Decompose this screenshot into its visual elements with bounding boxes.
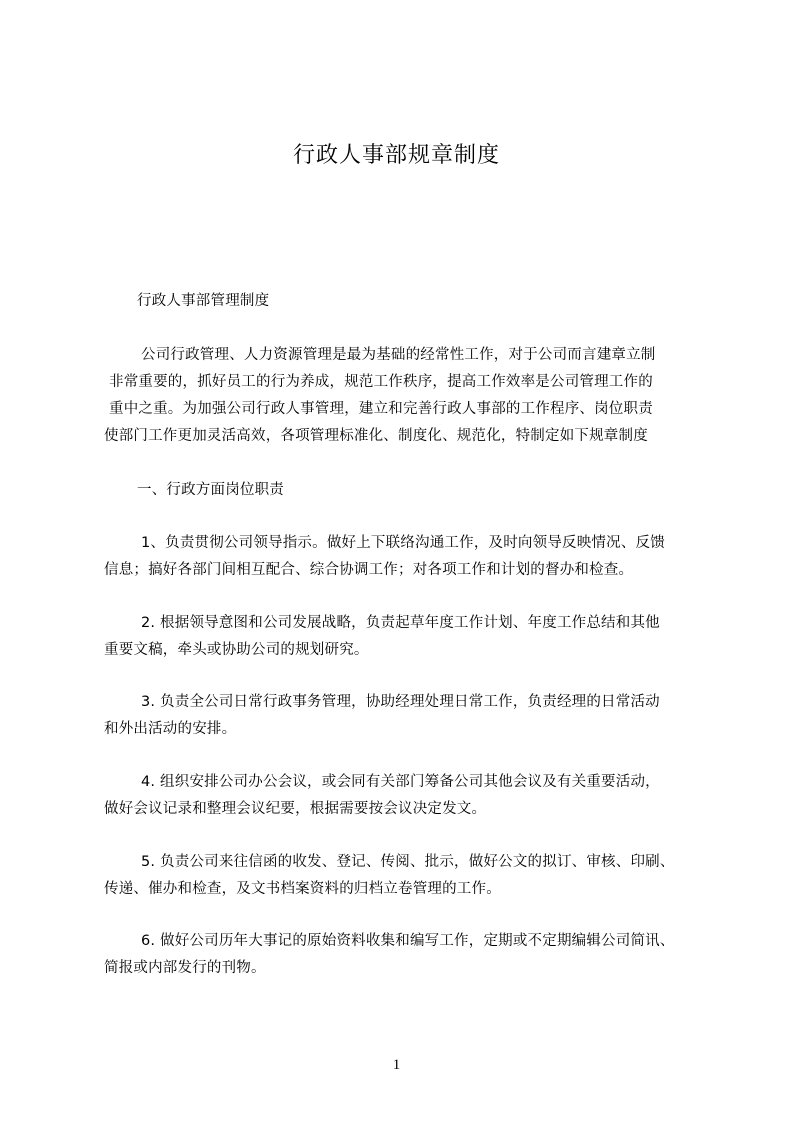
list-item-line: 和外出活动的安排。 [104, 721, 237, 737]
list-item-line: 2. 根据领导意图和公司发展战略，负责起草年度工作计划、年度工作总结和其他 [141, 615, 660, 631]
list-item-line: 信息；搞好各部门间相互配合、综合协调工作；对各项工作和计划的督办和检查。 [104, 562, 634, 578]
list-item-line: 5. 负责公司来往信函的收发、登记、传阅、批示，做好公文的拟订、审核、印刷、 [141, 854, 675, 870]
page-number: 1 [392, 1057, 401, 1073]
list-item-line: 传递、催办和检查，及文书档案资料的归档立卷管理的工作。 [104, 881, 501, 897]
intro-line: 使部门工作更加灵活高效，各项管理标准化、制度化、规范化，特制定如下规章制度 [104, 428, 648, 444]
document-title: 行政人事部规章制度 [292, 143, 500, 168]
list-item-line: 重要文稿，牵头或协助公司的规划研究。 [104, 642, 369, 658]
intro-line: 非常重要的，抓好员工的行为养成，规范工作秩序，提高工作效率是公司管理工作的 [109, 374, 653, 390]
list-item-line: 4. 组织安排公司办公会议，或会同有关部门筹备公司其他会议及有关重要活动， [141, 774, 660, 790]
intro-line: 公司行政管理、人力资源管理是最为基础的经常性工作，对于公司而言建章立制 [141, 347, 656, 363]
list-item-line: 简报或内部发行的刊物。 [104, 960, 266, 976]
list-item-line: 1、负责贯彻公司领导指示。做好上下联络沟通工作，及时向领导反映情况、反馈 [141, 535, 665, 551]
list-item-line: 做好会议记录和整理会议纪要，根据需要按会议决定发文。 [104, 801, 487, 817]
list-item-line: 3. 负责全公司日常行政事务管理，协助经理处理日常工作，负责经理的日常活动 [141, 694, 660, 710]
subtitle: 行政人事部管理制度 [137, 293, 270, 309]
list-item-line: 6. 做好公司历年大事记的原始资料收集和编写工作，定期或不定期编辑公司简讯、 [141, 933, 675, 949]
intro-line: 重中之重。为加强公司行政人事管理，建立和完善行政人事部的工作程序、岗位职责 [109, 401, 653, 417]
section-heading: 一、行政方面岗位职责 [137, 482, 284, 498]
